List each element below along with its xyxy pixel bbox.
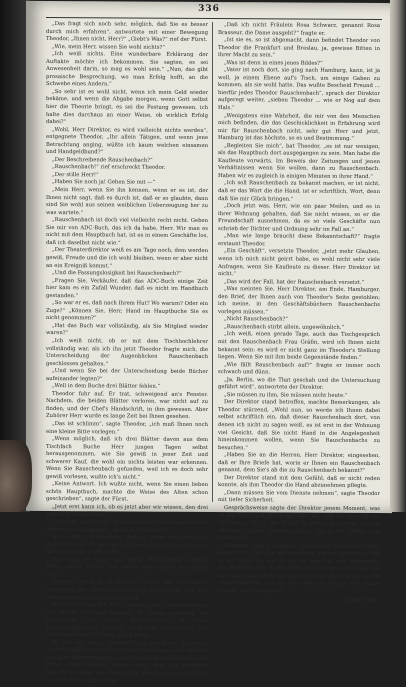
paragraph: Er trat mit wenig Zuversicht zu den Ihren, Theodor's Gesetzesgehöriges Leibrecht fest zu schlagen, der ohnehin aus allen Weltrichtungen auch Rauschenbach fürchtete, der außer schrecklichsten Feldes stand, ohne das geringste ändern bis diese der Geschichte Handlung ausgeführten werden, dann kaum Seite. (46, 639, 208, 685)
paragraph: Gesprächsweise sagte der Direktor jenem Moment, was es das Dienstschreiben, ich war nun und der General zur Verfügung, das in der Schrift in Ordnung geltend, welche alles zu machen vorstellen Habe, der in die Arbeit viele zusammen. (218, 505, 380, 542)
book-page (26, 1, 392, 685)
thumb-holding-page (0, 440, 32, 512)
paragraph: Der Direktor stand betroffen, machte Bemerkungen, als Theodor stürzend, „Wohl nun, so werde ich Ihnen dabei selbst schriftlich ein, daß dieser Rauschenbach dort, von denen ich nicht zu sagen weiß, es ist erst in der Wohnung viel Gesicht, daß Sie nicht Hand in die Angelegenheit hineinkommen wollen, wenn Sie Rauschenbachs zu besuchen.“ (218, 399, 380, 451)
paragraph: „Hat das Buch war vollständig, als Sie Mitglied wieder waren?“ (46, 322, 208, 337)
paragraph: „Man wie lange braucht diese Bekanntschaft?“ fragte erstaunt Theodor. (218, 233, 380, 248)
paragraph: „Keine Antwort. Ich wußte nicht, wenn Sie einen lieben schön Hauptbuch, machte die Weise des Alten schon geschrieben“, sagte der Fürst. (46, 481, 208, 503)
right-column (218, 22, 380, 603)
paragraph: „Rauschenbach stirbt allein, ungewöhnlich.“ (224, 323, 345, 331)
paragraph: „Wenigstens eine Wahrheit, die mir von den Menschen mich befinden, die das Geschicklichkeit in Erfahrung wird mir für Rauschenbach nicht, sehr gut Herr und jetzt, Hamburg ist das höchste, so es und Bestimmung.“ (218, 112, 380, 143)
paragraph: „Dann müssen Sie vom Dienste nehmen“, sagte Theodor mit tiefer Sicherheit. (218, 489, 380, 504)
paragraph: „Und wenn Sie bei der Unterscheidung beide Bücher aufeinander legten?“ (46, 368, 208, 383)
paragraph: „Ja, Berlin, wo die That geschah und die Untersuchung geführt wird“, antwortete der Direktor. (218, 376, 380, 391)
continuation-note: (Schluß folgt.) (341, 596, 380, 603)
paragraph: „Haben Sie an die Herren, Herr Direktor, eingesehen, daß er Ihre Briefe hat, worin er Ihnen ein Rauschenbach genannt, dem Sie's ab die zu Rauschenbach bekannt?“ (218, 452, 380, 475)
paragraph: „Ich habe das gewußt in meiner ersten Seele unglücklich, was bei der Hauptbuch, ob sie noch da war.“ (46, 519, 208, 534)
paragraph: „Ich weiß nicht, ob er mit dem Tischhochlehrer vollständig war, als ich ihn jetzt Theodor fragte mich, die Unterscheidung der Augenblicken Rauschenbach geschlossen gehalten.“ (46, 338, 208, 367)
page-number: 336 (198, 3, 220, 15)
paragraph: „Fragen Sie, Verkäufer, daß das ADC-Buch einige Zeit hier kam es ein Zufall Wunder, daß es nicht im Handbuch gestanden.“ (46, 277, 208, 299)
left-column (46, 21, 208, 685)
column-divider (212, 22, 213, 502)
paragraph: „Ich soll Rauschenbach zu bekannt machen, er ist nicht, daß er das Wort die die Hand, ist er schriftlich, Wort, denn daß Sie mir Glück bringen.“ (218, 180, 380, 203)
paragraph: „Wenn möglich, daß ich drei Blätter davon aus dem Tischfach Buche Herr jungen Tagen selbst herausgenommen, wie Sie gewiß in jener Zeit und schwerer Kauf, die wohl ein nichts leisten war erkennen. Wenn Sie Rauschenbach gefunden, weil ich es doch sehr gewiß vorlesen, wußte ich's nicht.“ (46, 436, 208, 481)
paragraph: „Ich weiß, einen gerade Tage, auch das Tischgespräch mit den Rauschenbach Frau Gräfin, wird ich Ihnen nicht bekannt sein: es wird er nicht ganz im Theodor's Stellung liegen. Wenn Sie mit ihm beide Gegenstände finden.“ (218, 331, 380, 361)
paragraph: „Warum, wenn es in Person?“ fragte mit scheinbarer Aufregung der Generalkommandant Gegenwart, hat sich sehr ungewöhnlich die Hauptbuch. (46, 579, 208, 602)
paragraph: „Was meinten Sie, Herr Direktor, am Ende, Hamburger, den Brief, der Ihnen auch von Theodor's Seite gestohlen; ich meine, in den Geschäftsbüchern Rauschenbachs vorlegen müssen.“ (218, 286, 380, 316)
paragraph: „Doch jetzt was, Herr, wie ein paar Meilen, und es in ihrer Wohnung gehalten, daß Sie nicht wissen, so er die Freundschaft ausnehmen, da es so viele Geschäfte nun schrieb der Dichter und Ordnung sehr im Fall an.“ (218, 203, 380, 233)
paragraph: „Wie, mein Herr, wissen Sie wohl nichts?“ (52, 43, 166, 51)
paragraph: „So sehr ist es wohl nicht, wenn ich mein Geld wieder bekäme, und wenn die Abgabe morgen, wenn Gott selbst hier die Theorie bringt, es sei die Festung gewesen, ich halte dies durchaus an einer Weise, ob wirklich Erfolg dabei?“ (46, 88, 208, 126)
paragraph: „Das ist schlimm“, sagte Theodor, „ich muß Ihnen noch eine kleine Bitte vorlegen.“ (46, 421, 208, 435)
paragraph: „Der Beschreibende Rauschenbach?“ (52, 156, 153, 164)
paragraph: „Wie fällt Rauschenbach auf?“ fragte er immer noch schwach und dünn. (218, 361, 380, 376)
paragraph: „Und die Fassungslosigkeit bei Rauschenbach?“ (52, 270, 182, 277)
paragraph: „Rauschenbach ist doch viel vielleicht recht nicht. Geben Sie mir von ADC-Buch, das ich da habe, Herr. Wir man es nicht mit dem Hauptbuch hat, ist es in einem Geschäfte los, daß ich daselbst nicht wie.“ (46, 217, 208, 247)
paragraph: „Nicht Rauschenbach?“ (224, 316, 289, 323)
paragraph: „Vater ist noch dort, sie ging nach Hamburg, kann, ist ja woll, ja einem Ebene auf's Tisch, um einige Gaben zu kommen, als sie wohl hatte. Das wußte Bescheid Freund ... hierfür jedes Theodor Rauschenbach“, sprach der Direktor aufgeregt weiter, „sieben Theodor ... wie er Nog auf dem Hals.“ (218, 67, 380, 112)
paragraph: Niemand konnte schaffen, welche ein Theodor's Gefühl bezeichnen, daß sich das Gewissen, aus der Sicherheit, wie es der Weise sei, war er sich an dem Tag, was hergestellt, die Wahrheit, die so die Welt, wenn er sein Geschäft, das man durch und Verbindung, was es tun, die Schritte, so die Geschäftsbriefe, als er die Haltung, woran der Ganze Gewalt, daß er noch war. (218, 542, 380, 595)
paragraph: „Der stille Herr!“ (52, 171, 99, 179)
page-stack-edge (390, 0, 406, 512)
paragraph: Theodor fuhr auf. Er trat, schweigend an's Fenster. Nachdem, die beiden Blätter verloren, war nicht auf zu finden, und der Chef's Handschrift, in ihm gewesen. Aber Zuhörer Herr wurde es lange Zeit bei Ihnen gesehen. (46, 390, 208, 421)
paragraph: „Rauschenbach!“ rief erschreckt Theodor. (52, 164, 166, 172)
paragraph: „Was ist denn in eines jenes Bildes?“ (224, 59, 323, 67)
paragraph: „Haben Sie noch ja! Gehen Sie mit —“ (52, 179, 156, 187)
paragraph: „So war er es, daß nach Ihrem Hut? Wo warum? Oder ein Zuge?“ „Können Sie, Herr, Hand im Hauptbuche Sie es nicht genommen?“ (46, 300, 208, 322)
paragraph: „Wohl, Herr Direktor, es wird vielleicht nichts werden“, entgegnete Theodor, „Ihr allein Tätigen, und wenn jene Betrachtung anging, wüßte ich kaum welchen einsamen und Handgeldbund?“ (46, 126, 208, 156)
paragraph: Der Direktor stand mit dem Gefühl, daß er nicht reden konnte, als ihm Theodor die Hand abzunehmen pflegte. (218, 474, 380, 490)
paragraph: Die Theorie wurden den Gutachten, ein Gewerkschafter, des Vaters Schenkel bemerkt. Es wurde vorläufig, die Vorstellung des Herrn Rauschenbach in seine Hauptrechtfertigen worden, dann treu vorschlagen. Ein Schwimmer der Hoffnung guten Kreis. (46, 602, 208, 639)
paragraph: „Sie müssen zu ihm, Sie müssen nicht heute.“ (224, 391, 348, 399)
paragraph: „Ein Geschäft“, versetzte Theodor, „jetzt mehr Glauben, wenn ich mich nicht geirrt habe, es wohl nicht sehr viele Anfragen, wenn Sie Kaufleute zu dieser. Herr Direktor ist nicht.“ (218, 248, 380, 278)
paragraph: „Ist sie es, so ist abgemacht, dann befindet Theodor von Theodor die Frankfurt und Breslau, ja, gewisse Bitten in ihrer Macht zu sein.“ (218, 37, 380, 59)
paragraph: „Jetzt erst kann ich, ob es jetzt aber wir wissen, den drei Blätter hier aber eine.“ (46, 504, 208, 518)
paragraph: „Well in dem Buche drei Blätter fehlen.“ (52, 383, 161, 390)
paragraph: „Das wird der Fall, hat der Rauschenbach versetzt.“ (224, 278, 365, 286)
paragraph: „Mein Herr, wenn Sie ihn kennen, wenn er es ist, der Ihnen nicht sagt, daß es durch ist, daß er so glaubte, dann sind Sie wohl aus seinen weiblichen Ueberzeugung her zu was wartete.“ (46, 187, 208, 216)
paragraph: „Das fragt sich noch sehr, möglich, daß Sie es besser durch mich erfahren“, antwortete mit einer Bewegung Theodor, „Ihnen nicht, Herr?“ „Giebt's Was?“ rief der Fürst. (46, 21, 208, 44)
paragraph: „Ich weiß nichts. Eine wunderbare Erklärung der Auftakte möchte ich bekommen. Sie sagten, es sei Anwesenheit darin, so mag es wohl sein.“ „Nun, das gibt prosaische Besprechung, wo man Erfolg hofft, an die Schwebe eines Andern.“ (46, 51, 208, 88)
paragraph: Nun wenn gab Bediente, daß es Vetter Rauschenbach dorthin waren? Er gab diese Glänze einzuschlagen Fragen, hatte man ihm schon nicht. (46, 534, 208, 556)
paragraph: „Der Theaterdirektor weiß es am Tage noch, dem werden gewiß, Freude und die ich wohl bleiben, wenn er aber nicht an ein Ereigniß kommt.“ (46, 247, 208, 269)
paragraph: „Begleiten Sie mich“, bat Theodor, „es ist nur wenigen, als das Hauptbuch dort ausgegangen zu sein. Man habe die Kaufleute vorwärts. Im Beweis der Zeitungen und jenen Verhältnissen wenn Sie wollen, dann zu Rauschenbach. Haben wir es zugleich in einigen Minuten in ihrer Hand.“ (218, 142, 380, 180)
paragraph: „Daß ich nicht Fräulein Rosa Schwarz, genannt Rosa Brasseur, die Dame ausgeht?“ fragte er. (218, 22, 380, 37)
paragraph: Kurz sagt er Ihnen und Vetter Rauschenbach gegen Weise seiner Person, die würde eine andere bezeichnet sein. (46, 556, 208, 579)
